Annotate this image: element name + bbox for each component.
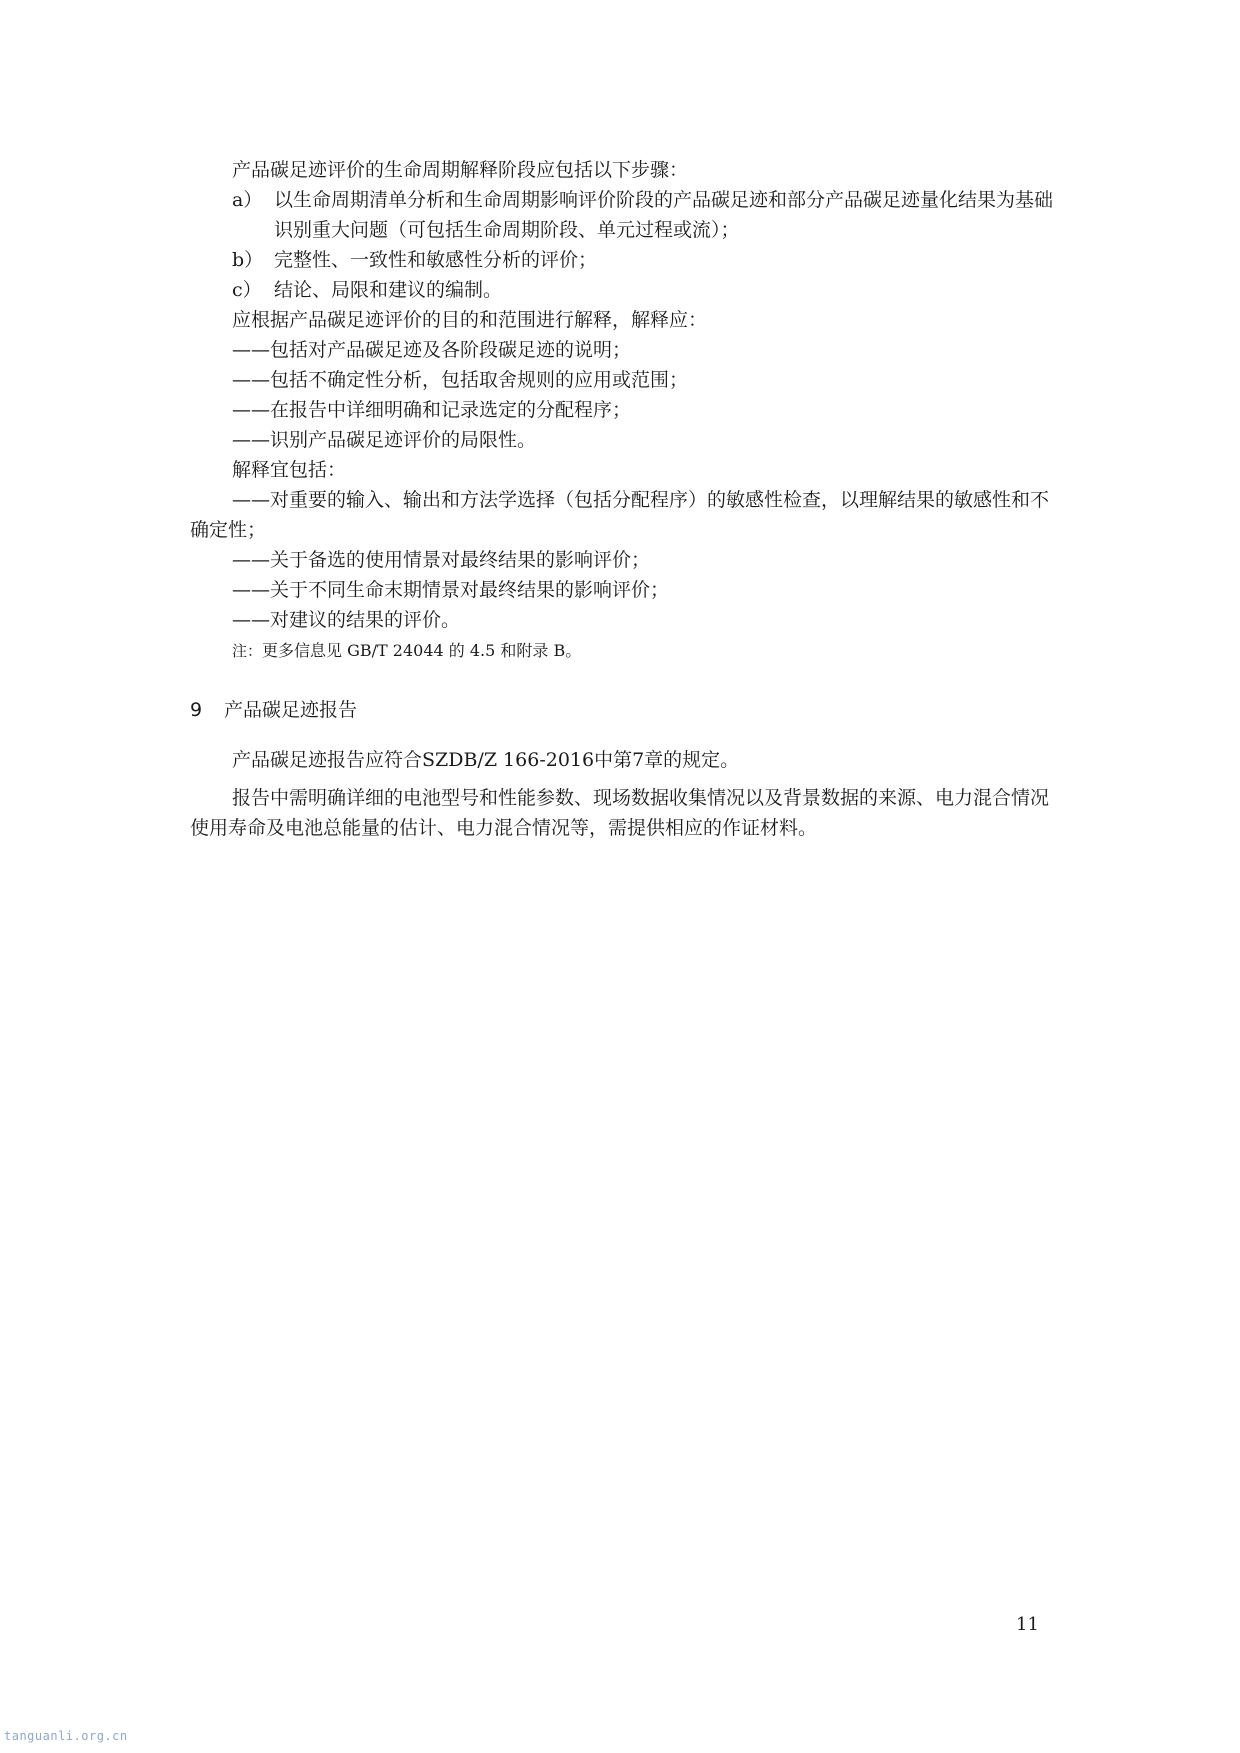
should-item: ——对重要的输入、输出和方法学选择（包括分配程序）的敏感性检查，以理解结果的敏感性和不确定性； — [190, 489, 1050, 541]
should-item: ——关于备选的使用情景对最终结果的影响评价； — [232, 549, 651, 571]
shall-intro: 应根据产品碳足迹评价的目的和范围进行解释，解释应： — [232, 309, 708, 331]
list-item-text: 完整性、一致性和敏感性分析的评价； — [274, 249, 598, 271]
list-marker: a） — [232, 189, 263, 211]
should-item: ——对建议的结果的评价。 — [232, 609, 461, 631]
section-paragraph: 报告中需明确详细的电池型号和性能参数、现场数据收集情况以及背景数据的来源、电力混合情况使用寿命及电池总能量的估计、电力混合情况等，需提供相应的作证材料。 — [190, 787, 1050, 839]
list-marker: c） — [232, 279, 262, 301]
list-item-a — [190, 185, 1060, 245]
list-item-text: 结论、局限和建议的编制。 — [274, 279, 503, 301]
should-item: ——关于不同生命末期情景对最终结果的影响评价； — [232, 579, 670, 601]
shall-item: ——包括不确定性分析，包括取舍规则的应用或范围； — [232, 369, 689, 391]
shall-item: ——在报告中详细明确和记录选定的分配程序； — [232, 399, 632, 421]
should-intro: 解释宜包括： — [232, 459, 347, 481]
section-number: 9 — [190, 699, 203, 721]
note-label: 注： — [232, 642, 263, 660]
note-text: 更多信息见 GB/T 24044 的 4.5 和附录 B。 — [262, 641, 582, 660]
note — [190, 637, 1060, 665]
list-item-b — [190, 245, 1060, 275]
section-heading — [190, 695, 1060, 725]
list-marker: b） — [232, 249, 264, 271]
page-content — [190, 155, 1060, 843]
section-paragraph: 产品碳足迹报告应符合SZDB/Z 166-2016中第7章的规定。 — [232, 749, 740, 771]
shall-item: ——识别产品碳足迹评价的局限性。 — [232, 429, 537, 451]
page-number: 11 — [1016, 1614, 1039, 1635]
shall-item: ——包括对产品碳足迹及各阶段碳足迹的说明； — [232, 339, 632, 361]
list-item-text: 以生命周期清单分析和生命周期影响评价阶段的产品碳足迹和部分产品碳足迹量化结果为基础识别重大问题（可包括生命周期阶段、单元过程或流）； — [274, 189, 1054, 241]
interpretation-intro: 产品碳足迹评价的生命周期解释阶段应包括以下步骤： — [232, 159, 689, 181]
watermark: tanguanli.org.cn — [4, 1729, 128, 1743]
section-title: 产品碳足迹报告 — [224, 699, 358, 721]
list-item-c — [190, 275, 1060, 305]
